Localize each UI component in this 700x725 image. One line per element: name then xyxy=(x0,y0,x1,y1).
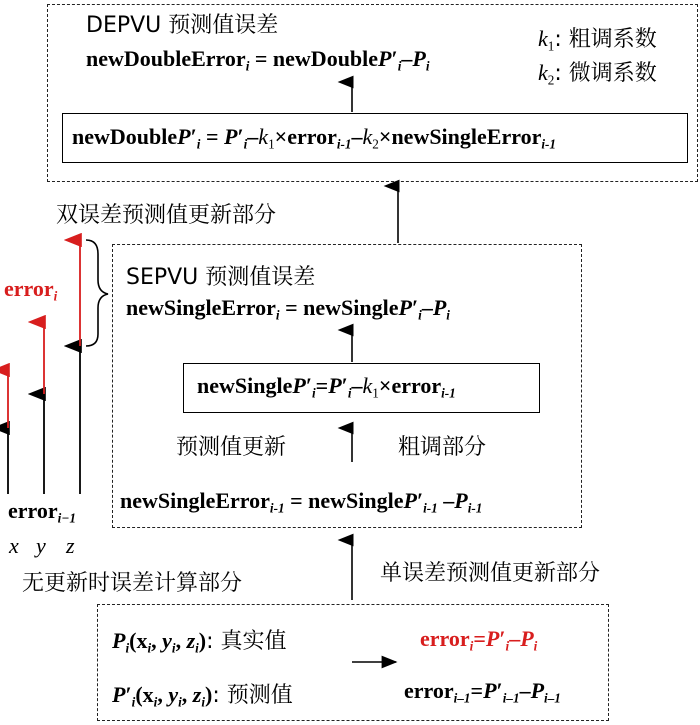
pred-value-label: $P'_i(x_i$, $y_i$, $z_i$): 预测值 xyxy=(112,682,293,710)
curly-brace xyxy=(86,240,108,346)
axis-z-label: z xyxy=(66,533,75,558)
k2-legend: $k_2$: 微调系数 xyxy=(538,60,657,88)
single-error-prev-equation: newSingleError$_{i-1}$ = $newSingleP'_{i-1}$ $-P_{i-1}$ xyxy=(120,488,483,516)
error-prev-formula: $error_{i-1}=P'_{i-1}-P_{i-1}$ xyxy=(404,678,561,706)
sepvu-title: SEPVU 预测值误差 xyxy=(126,265,316,290)
coarse-part-label: 粗调部分 xyxy=(398,435,487,460)
double-part-label: 双误差预测值更新部分 xyxy=(56,203,277,228)
double-update-formula: $newDoubleP'_i$ = $P'_i-k_1\times error_{i-1}-k_2\times newSingleError_{i-1}$ xyxy=(72,124,557,152)
single-update-formula: $newSingleP'_i=P'_i-k_1\times error_{i-1}$ xyxy=(197,373,456,401)
axis-x-label: x xyxy=(9,533,19,558)
error-prev-label: error$_{i-1}$ xyxy=(8,498,76,526)
error-i-formula: $error_i=P'_i-P_i$ xyxy=(420,626,538,654)
depvu-equation: newDoubleError$_i$ = $newDoubleP'_i-P_i$ xyxy=(86,46,430,74)
error-i-label: error$_i$ xyxy=(4,276,58,304)
true-value-label: $P_i(x_i$, $y_i$, $z_i$): 真实值 xyxy=(112,628,287,656)
depvu-title: DEPVU 预测值误差 xyxy=(86,13,279,38)
k1-legend: $k_1$: 粗调系数 xyxy=(538,26,657,54)
axis-y-label: y xyxy=(36,533,46,558)
sepvu-equation: newSingleError$_i$ = $newSingleP'_i-P_i$ xyxy=(126,295,450,323)
no-update-part-label: 无更新时误差计算部分 xyxy=(22,571,243,596)
single-part-label: 单误差预测值更新部分 xyxy=(380,561,601,586)
predict-update-label: 预测值更新 xyxy=(176,435,287,460)
